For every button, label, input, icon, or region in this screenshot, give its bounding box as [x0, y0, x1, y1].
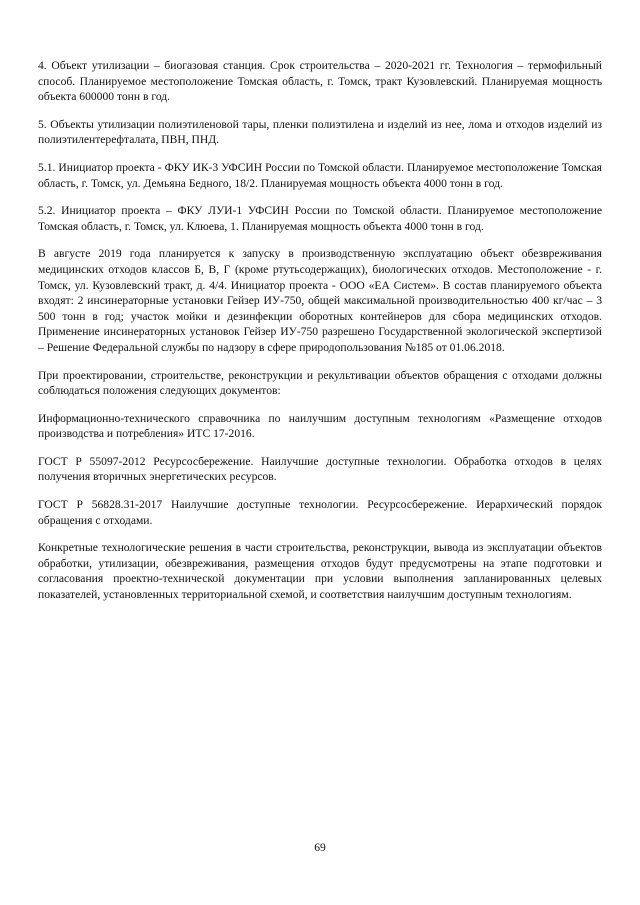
page-number: 69 — [314, 841, 326, 854]
paragraph-its-17-2016: Информационно-технического справочника по наилучшим доступным технологиям «Размещение отходов производства и потребления» ИТС 17-2016. — [38, 411, 602, 441]
paragraph-biogas-station: 4. Объект утилизации – биогазовая станция. Срок строительства – 2020-2021 гг. Технология – термофильный способ. Планируемое местоположение Томская область, г. Томск, тракт Кузовлевский. Планируемая мощность объекта 600000 тонн в год. — [38, 59, 602, 104]
paragraph-lui1-project: 5.2. Инициатор проекта – ФКУ ЛУИ-1 УФСИН России по Томской области. Планируемое местоположение Томская область, г. Томск, ул. Клюева, 1. Планируемая мощность объекта 4000 тонн в год. — [38, 204, 602, 233]
paragraph-technological-solutions: Конкретные технологические решения в части строительства, реконструкции, вывода из эксплуатации объектов обработки, утилизации, обезвреживания, размещения отходов будут предусмотрены на этапе подготовки и согласования проектно-технической документации при условии выполнения запланированных целевых показателей, установленных территориальной схемой, и соответствия наилучшим доступным технологиям. — [38, 541, 602, 602]
paragraph-gost-55097: ГОСТ Р 55097-2012 Ресурсосбережение. Наилучшие доступные технологии. Обработка отходов в целях получения вторичных энергетических ресурсов. — [38, 454, 602, 484]
paragraph-ik3-project: 5.1. Инициатор проекта - ФКУ ИК-3 УФСИН России по Томской области. Планируемое местоположение Томская область, г. Томск, ул. Демьяна Бедного, 18/2. Планируемая мощность объекта 4000 тонн в год. — [38, 160, 602, 190]
document-body — [38, 58, 602, 615]
paragraph-gost-56828: ГОСТ Р 56828.31-2017 Наилучшие доступные технологии. Ресурсосбережение. Иерархический порядок обращения с отходами. — [38, 498, 602, 527]
paragraph-design-requirements: При проектировании, строительстве, реконструкции и рекультивации объектов обращения с отходами должны соблюдаться положения следующих документов: — [38, 368, 602, 398]
paragraph-polyethylene-facilities: 5. Объекты утилизации полиэтиленовой тары, пленки полиэтилена и изделий из нее, лома и отходов изделий из полиэтилентерефталата, ПВН, ПНД. — [38, 117, 602, 147]
paragraph-medical-waste-facility: В августе 2019 года планируется к запуску в производственную эксплуатацию объект обезвреживания медицинских отходов классов Б, В, Г (кроме ртутьсодержащих), биологических отходов. Местоположение - г. Томск, ул. Кузовлевский тракт, д. 4/4. Инициатор проекта - ООО «ЕА Систем». В состав планируемого объекта входят: 2 инсинераторные установки Гейзер ИУ-750, общей максимальной производительностью 400 кг/час – 3 500 тонн в год; участок мойки и дезинфекции оборотных контейнеров для сбора медицинских отходов. Применение инсинераторных установок Гейзер ИУ-750 разрешено Государственной экологической экспертизой – Решение Федеральной службы по надзору в сфере природопользования №185 от 01.06.2018. — [38, 247, 602, 354]
